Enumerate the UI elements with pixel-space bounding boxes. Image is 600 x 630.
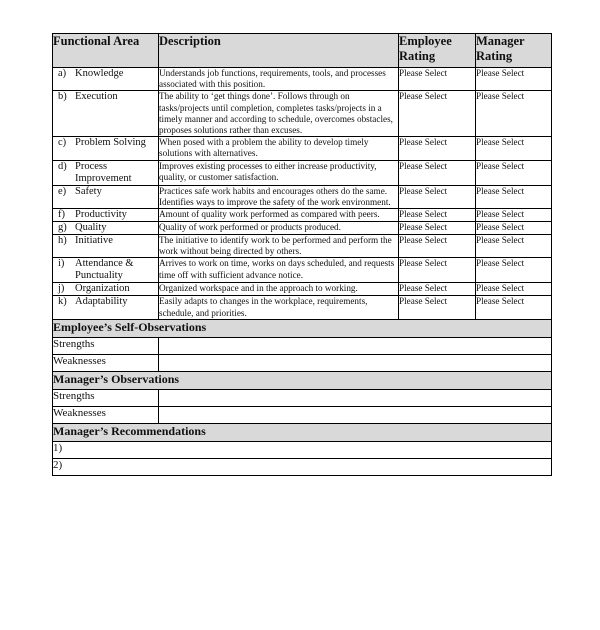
manager-observations-heading: Manager’s Observations [53, 371, 552, 389]
employee-rating-select[interactable]: Please Select [399, 185, 476, 208]
functional-area-cell [53, 283, 159, 296]
description-cell: Quality of work performed or products produced. [159, 222, 399, 235]
recommendation-item-2[interactable]: 2) [53, 458, 552, 475]
functional-area-name: Execution [75, 91, 118, 103]
functional-area-name: Adaptability [75, 296, 128, 308]
table-row [53, 137, 552, 160]
functional-area-name: Knowledge [75, 68, 124, 79]
table-row [53, 209, 552, 222]
functional-area-name: Productivity [75, 209, 127, 221]
manager-rating-select[interactable]: Please Select [476, 209, 552, 222]
description-cell: Practices safe work habits and encourages others do the same. Identifies ways to improve the safety of the work environment. [159, 185, 399, 208]
row-letter: h) [58, 235, 67, 247]
table-row [53, 222, 552, 235]
manager-strengths-label: Strengths [53, 389, 159, 406]
header-functional-area: Functional Area [53, 34, 159, 68]
employee-rating-select[interactable]: Please Select [399, 91, 476, 137]
description-cell: Organized workspace and in the approach to working. [159, 283, 399, 296]
manager-rating-select[interactable]: Please Select [476, 160, 552, 185]
header-manager-rating: Manager Rating [476, 34, 552, 68]
functional-area-cell [53, 185, 159, 208]
functional-area-name: Initiative [75, 235, 113, 247]
self-strengths-label: Strengths [53, 337, 159, 354]
employee-rating-select[interactable]: Please Select [399, 296, 476, 319]
row-letter: j) [58, 283, 65, 295]
description-cell: The ability to ‘get things done’. Follows through on tasks/projects until completion, completes tasks/projects in a timely manner and according to schedule, overcomes obstacles, proposes solutions rather than excuses. [159, 91, 399, 137]
functional-area-cell [53, 209, 159, 222]
manager-rating-select[interactable]: Please Select [476, 222, 552, 235]
functional-area-cell [53, 235, 159, 258]
employee-rating-select[interactable]: Please Select [399, 222, 476, 235]
manager-weaknesses-label: Weaknesses [53, 406, 159, 423]
description-cell: Easily adapts to changes in the workplace, requirements, schedule, and priorities. [159, 296, 399, 319]
functional-area-name: Quality [75, 222, 107, 234]
employee-rating-select[interactable]: Please Select [399, 160, 476, 185]
employee-rating-select[interactable]: Please Select [399, 68, 476, 91]
description-cell: Arrives to work on time, works on days scheduled, and requests time off with sufficient advance notice. [159, 258, 399, 283]
functional-area-cell [53, 137, 159, 160]
employee-rating-select[interactable]: Please Select [399, 235, 476, 258]
row-letter: b) [58, 91, 67, 103]
self-weaknesses-field[interactable] [159, 354, 552, 371]
functional-area-name: Process Improvement [75, 160, 132, 184]
manager-rating-select[interactable]: Please Select [476, 185, 552, 208]
table-row [53, 91, 552, 137]
self-strengths-field[interactable] [159, 337, 552, 354]
header-description: Description [159, 34, 399, 68]
table-row [53, 258, 552, 283]
functional-area-name: Safety [75, 185, 102, 197]
row-letter: e) [58, 185, 67, 197]
functional-area-name: Problem Solving [75, 137, 146, 149]
self-weaknesses-label: Weaknesses [53, 354, 159, 371]
row-letter: g) [58, 222, 67, 234]
row-letter: d) [58, 160, 67, 172]
row-letter: k) [58, 296, 67, 308]
row-letter: c) [58, 137, 67, 149]
table-row [53, 235, 552, 258]
table-row [53, 68, 552, 91]
functional-area-cell [53, 160, 159, 185]
manager-recommendations-heading: Manager’s Recommendations [53, 423, 552, 441]
header-row [53, 34, 552, 68]
manager-rating-select[interactable]: Please Select [476, 68, 552, 91]
manager-rating-select[interactable]: Please Select [476, 258, 552, 283]
description-cell: Improves existing processes to either increase productivity, quality, or customer satisfaction. [159, 160, 399, 185]
functional-area-name: Attendance & Punctuality [75, 258, 134, 282]
manager-rating-select[interactable]: Please Select [476, 235, 552, 258]
table-row [53, 160, 552, 185]
row-letter: i) [58, 258, 65, 270]
table-row [53, 185, 552, 208]
employee-rating-select[interactable]: Please Select [399, 137, 476, 160]
row-letter: a) [58, 68, 67, 79]
functional-area-cell [53, 68, 159, 91]
manager-strengths-field[interactable] [159, 389, 552, 406]
functional-area-cell [53, 222, 159, 235]
employee-rating-select[interactable]: Please Select [399, 283, 476, 296]
employee-rating-select[interactable]: Please Select [399, 209, 476, 222]
manager-rating-select[interactable]: Please Select [476, 296, 552, 319]
manager-rating-select[interactable]: Please Select [476, 283, 552, 296]
description-cell: Understands job functions, requirements, tools, and processes associated with this position. [159, 68, 399, 91]
functional-area-cell [53, 258, 159, 283]
table-row [53, 296, 552, 319]
row-letter: f) [58, 209, 65, 221]
employee-rating-select[interactable]: Please Select [399, 258, 476, 283]
description-cell: Amount of quality work performed as compared with peers. [159, 209, 399, 222]
recommendation-item-1[interactable]: 1) [53, 441, 552, 458]
header-employee-rating: Employee Rating [399, 34, 476, 68]
functional-area-name: Organization [75, 283, 130, 295]
table-row [53, 283, 552, 296]
manager-weaknesses-field[interactable] [159, 406, 552, 423]
manager-rating-select[interactable]: Please Select [476, 91, 552, 137]
description-cell: When posed with a problem the ability to develop timely solutions with alternatives. [159, 137, 399, 160]
description-cell: The initiative to identify work to be performed and perform the work without being directed by others. [159, 235, 399, 258]
functional-area-cell [53, 296, 159, 319]
manager-rating-select[interactable]: Please Select [476, 137, 552, 160]
self-observations-heading: Employee’s Self-Observations [53, 319, 552, 337]
functional-area-cell [53, 91, 159, 137]
performance-review-table [52, 33, 552, 476]
